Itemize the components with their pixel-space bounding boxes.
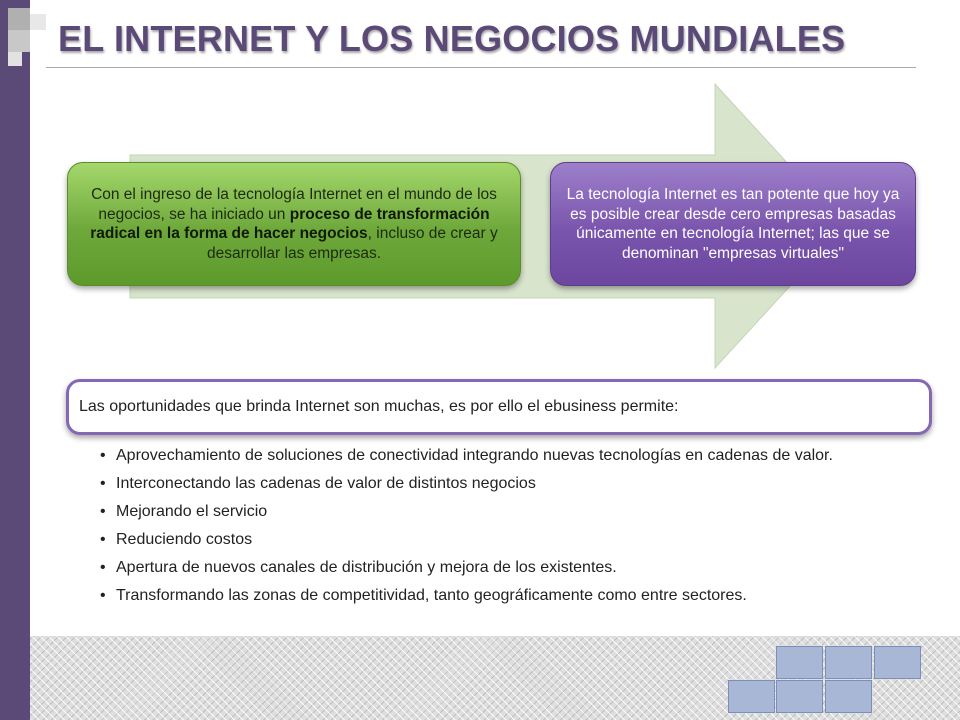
list-item: • Apertura de nuevos canales de distribución y mejora de los existentes. bbox=[100, 558, 912, 578]
opportunities-text: Las oportunidades que brinda Internet son muchas, es por ello el ebusiness permite: bbox=[79, 398, 679, 415]
decor-tile bbox=[776, 680, 823, 713]
decor-tile bbox=[728, 680, 775, 713]
list-item: • Reduciendo costos bbox=[100, 530, 912, 550]
transformation-box bbox=[67, 162, 521, 286]
decor-tile bbox=[776, 646, 823, 679]
list-item: • Interconectando las cadenas de valor de distintos negocios bbox=[100, 474, 912, 494]
transformation-text-part1: Con el ingreso de la tecnología Internet en el mundo de los negocios, se ha iniciado un bbox=[91, 186, 497, 223]
transformation-text-bold: proceso de transformación radical en la forma de hacer negocios bbox=[90, 205, 490, 242]
transformation-text bbox=[82, 185, 506, 263]
list-item: • Mejorando el servicio bbox=[100, 502, 912, 522]
virtual-companies-box bbox=[550, 162, 916, 286]
opportunities-box bbox=[66, 379, 932, 435]
ebusiness-benefits-list bbox=[100, 446, 912, 606]
decor-tile bbox=[874, 646, 921, 679]
decor-tile bbox=[825, 646, 872, 679]
decor-tile bbox=[825, 680, 872, 713]
virtual-companies-text: La tecnología Internet es tan potente que hoy ya es posible crear desde cero empresas basadas únicamente en tecnología Internet; las que se denominan "empresas virtuales" bbox=[566, 186, 900, 262]
slide-title: EL INTERNET Y LOS NEGOCIOS MUNDIALES bbox=[58, 18, 846, 59]
list-item: • Transformando las zonas de competitividad, tanto geográficamente como entre sectores. bbox=[100, 586, 912, 606]
transformation-text-part2: , incluso de crear y desarrollar las empresas. bbox=[206, 225, 498, 262]
list-item: • Aprovechamiento de soluciones de conectividad integrando nuevas tecnologías en cadenas de valor. bbox=[100, 446, 912, 466]
